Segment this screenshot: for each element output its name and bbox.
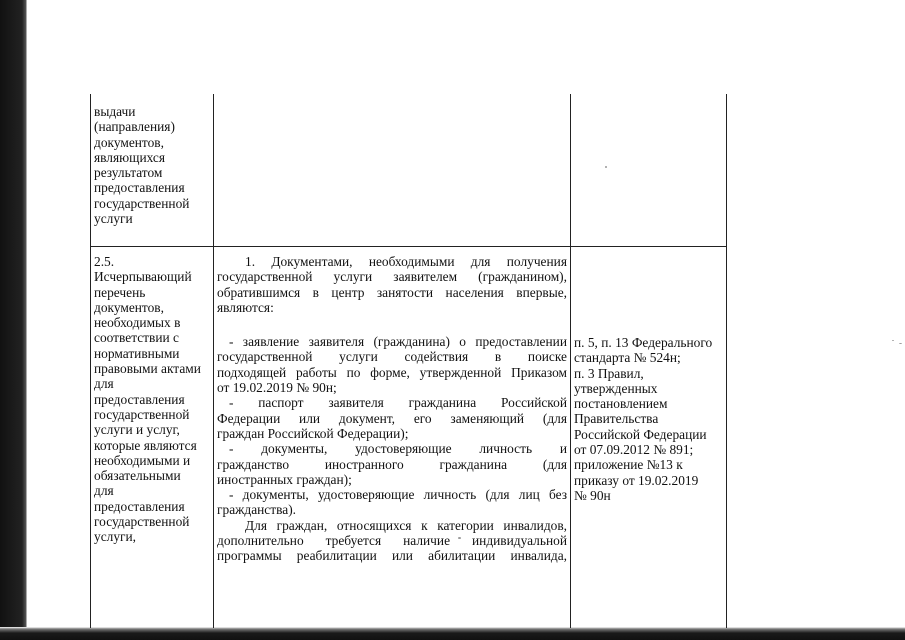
text-line: иностранных граждан); (217, 471, 352, 487)
text-line: перечень (94, 284, 146, 300)
text-line: необходимых в (94, 315, 181, 331)
section-number: 2.5. (94, 254, 115, 269)
table-row-divider (90, 246, 727, 247)
text-line: государственной услуги содействия в поиске (217, 349, 567, 365)
text-line: нормативными (94, 345, 180, 361)
text-line: от 07.09.2012 № 891; (574, 442, 694, 458)
text-line: которые являются (94, 437, 197, 453)
text-line: Для граждан, относящихся к категории инвалидов, (245, 517, 567, 533)
text-line: обязательными (94, 468, 181, 484)
table-border-left (90, 94, 91, 628)
text-line: граждан Российской Федерации); (217, 425, 409, 441)
text-line: - заявление заявителя (гражданина) о предоставлении (229, 334, 567, 350)
text-line: услуги (94, 211, 133, 227)
text-line: гражданство иностранного гражданина (для (217, 456, 567, 472)
text-line: государственной (94, 514, 190, 530)
text-line: постановлением (574, 396, 668, 412)
text-line: государственной услуги заявителем (гражданином), (217, 269, 567, 285)
text-line: 1. Документами, необходимыми для получения (245, 254, 567, 269)
text-line: п. 5, п. 13 Федерального (574, 335, 713, 350)
text-line: - документы, удостоверяющие личность (для лиц без (229, 487, 567, 503)
text-line: необходимыми и (94, 452, 191, 468)
text-line: Правительства (574, 411, 659, 427)
text-line: результатом (94, 165, 163, 181)
text-line: от 19.02.2019 № 90н; (217, 380, 337, 396)
text-line: № 90н (574, 487, 611, 503)
text-line: являются: (217, 299, 274, 315)
text-line: Федерации или документ, его заменяющий (для (217, 410, 567, 426)
text-line: утвержденных (574, 380, 658, 396)
text-line: стандарта № 524н; (574, 350, 681, 366)
text-line: Исчерпывающий (94, 269, 192, 285)
text-line: государственной (94, 406, 190, 422)
text-line: соответствии с (94, 330, 179, 346)
text-line: услуги и услуг, (94, 422, 180, 438)
text-line: - паспорт заявителя гражданина Российской (229, 395, 567, 411)
required-documents-cell (217, 254, 567, 564)
scan-bottom-edge (0, 627, 905, 640)
text-line: гражданства). (217, 502, 296, 518)
table-border-col2 (570, 94, 571, 628)
text-line: являющихся (94, 149, 166, 165)
table-border-col1 (213, 94, 214, 628)
text-line: предоставления (94, 391, 185, 407)
text-line: подходящей работы по форме, утвержденной Приказом (217, 364, 567, 380)
text-line: документов, (94, 299, 164, 315)
text-line: для (94, 376, 114, 392)
text-line: государственной (94, 195, 190, 211)
scan-speck (892, 340, 894, 341)
text-line: программы реабилитации или абилитации инвалида, (217, 548, 567, 564)
text-line: обратившимся в центр занятости населения впервые, (217, 284, 567, 300)
service-item-name-cell (94, 254, 210, 545)
text-line: услуги, (94, 529, 137, 545)
text-line (217, 315, 567, 334)
scan-speck (605, 166, 607, 168)
text-line: Российской Федерации (574, 426, 707, 442)
text-line: предоставления (94, 498, 185, 514)
prev-row-name-cell (94, 104, 210, 226)
text-line: - документы, удостоверяющие личность и (229, 441, 567, 457)
text-line: (направления) (94, 119, 175, 135)
legal-basis-cell (574, 335, 724, 503)
text-line: для (94, 483, 114, 499)
scan-speck (899, 343, 902, 344)
text-line: дополнительно требуется наличие индивидуальной (217, 533, 567, 549)
text-line: предоставления (94, 180, 185, 196)
text-line: приложение №13 к (574, 457, 683, 473)
scan-left-edge (0, 0, 27, 640)
text-line: приказу от 19.02.2019 (574, 472, 699, 488)
text-line: выдачи (94, 104, 136, 119)
text-line: документов, (94, 134, 164, 150)
text-line: п. 3 Правил, (574, 365, 644, 381)
text-line: правовыми актами (94, 361, 201, 377)
table-border-right (726, 94, 727, 628)
